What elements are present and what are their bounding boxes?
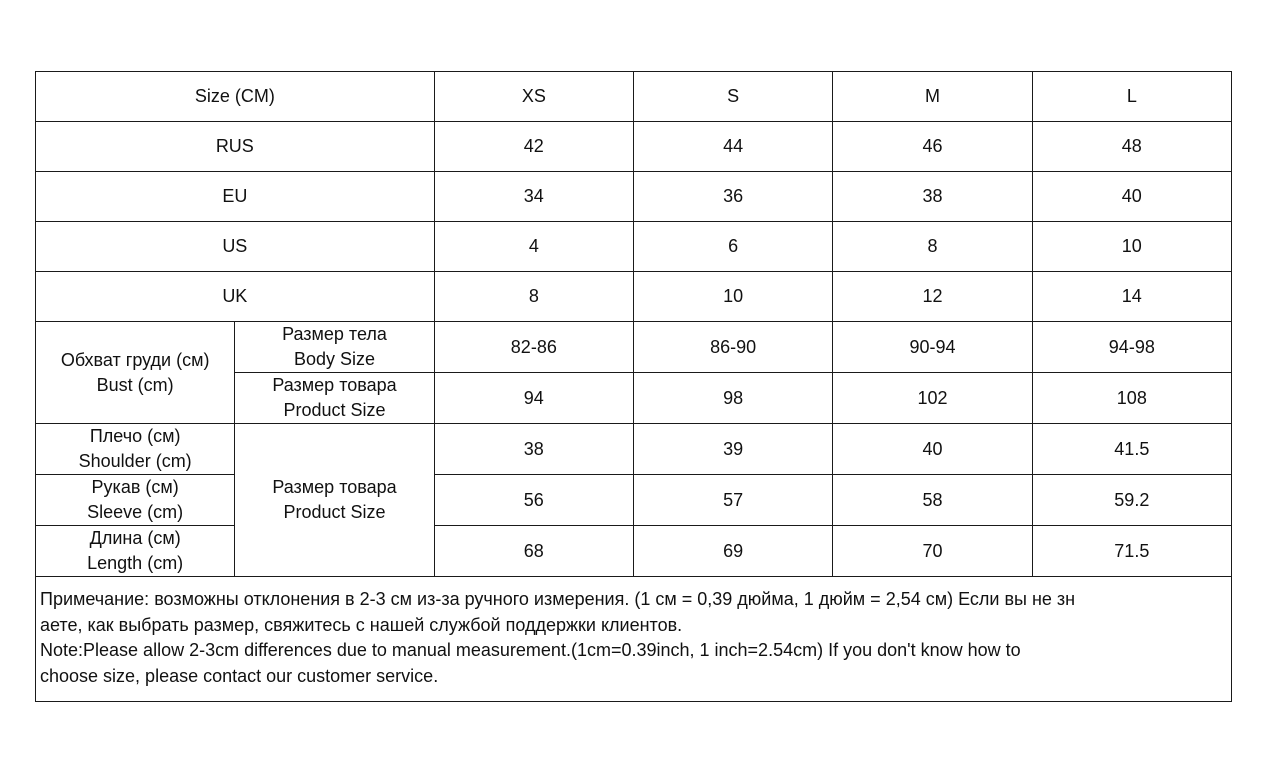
cell-value: 12: [833, 272, 1032, 322]
cell-value: 102: [833, 373, 1032, 424]
cell-value: 56: [434, 475, 633, 526]
sleeve-label: [36, 475, 235, 526]
table-row: [36, 122, 1232, 172]
note-en-line-2: choose size, please contact our customer service.: [40, 665, 439, 686]
cell-value: 34: [434, 172, 633, 222]
table-row: [36, 272, 1232, 322]
product-size-label: [235, 373, 434, 424]
cell-value: 94-98: [1032, 322, 1231, 373]
cell-value: 90-94: [833, 322, 1032, 373]
cell-value: 38: [833, 172, 1032, 222]
sleeve-label-ru: Рукав (см): [91, 477, 179, 497]
product-size-group-label: [235, 424, 434, 577]
note-ru-line-1: Примечание: возможны отклонения в 2-3 см из-за ручного измерения. (1 см = 0,39 дюйма, 1 дюйм = 2,54 см) Если вы не зн: [40, 589, 1076, 609]
row-label: US: [36, 222, 435, 272]
size-header-xs: XS: [434, 72, 633, 122]
cell-value: 40: [1032, 172, 1231, 222]
bust-label-ru: Обхват груди (см): [60, 349, 210, 370]
size-table: [35, 71, 1232, 577]
cell-value: 98: [633, 373, 832, 424]
size-header-m: M: [833, 72, 1032, 122]
table-row: [36, 424, 1232, 475]
table-row: [36, 222, 1232, 272]
cell-value: 82-86: [434, 322, 633, 373]
product-size-label-ru: Размер товара: [272, 375, 397, 395]
cell-value: 8: [434, 272, 633, 322]
cell-value: 36: [633, 172, 832, 222]
product-group-label-en: Product Size: [283, 502, 386, 522]
row-label: UK: [36, 272, 435, 322]
cell-value: 6: [633, 222, 832, 272]
cell-value: 46: [833, 122, 1032, 172]
cell-value: 94: [434, 373, 633, 424]
size-header-s: S: [633, 72, 832, 122]
cell-value: 58: [833, 475, 1032, 526]
header-row: [36, 72, 1232, 122]
cell-value: 10: [1032, 222, 1231, 272]
size-chart: [35, 71, 1232, 702]
cell-value: 70: [833, 526, 1032, 577]
table-row: [36, 475, 1232, 526]
cell-value: 71.5: [1032, 526, 1231, 577]
cell-value: 40: [833, 424, 1032, 475]
cell-value: 4: [434, 222, 633, 272]
size-header-l: L: [1032, 72, 1231, 122]
product-size-label-en: Product Size: [283, 400, 386, 420]
table-row: [36, 526, 1232, 577]
length-label: [36, 526, 235, 577]
note-ru-line-2: аете, как выбрать размер, свяжитесь с нашей службой поддержки клиентов.: [40, 614, 683, 635]
length-label-ru: Длина (см): [89, 528, 181, 548]
cell-value: 68: [434, 526, 633, 577]
length-label-en: Length (cm): [87, 553, 184, 573]
shoulder-label-en: Shoulder (cm): [78, 451, 192, 471]
header-label: Size (CM): [36, 72, 435, 122]
table-row: [36, 172, 1232, 222]
cell-value: 14: [1032, 272, 1231, 322]
cell-value: 38: [434, 424, 633, 475]
cell-value: 10: [633, 272, 832, 322]
body-size-label-en: Body Size: [293, 349, 376, 369]
product-group-label-ru: Размер товара: [272, 477, 397, 497]
cell-value: 69: [633, 526, 832, 577]
body-size-label-ru: Размер тела: [282, 324, 387, 344]
table-row: [36, 322, 1232, 373]
note-en-line-1: Note:Please allow 2-3cm differences due to manual measurement.(1cm=0.39inch, 1 inch=2.54cm) If you don't know how to: [40, 640, 1021, 660]
row-label: RUS: [36, 122, 435, 172]
cell-value: 86-90: [633, 322, 832, 373]
cell-value: 8: [833, 222, 1032, 272]
measurement-note: [35, 577, 1232, 702]
bust-label: [36, 322, 235, 424]
row-label: EU: [36, 172, 435, 222]
cell-value: 57: [633, 475, 832, 526]
cell-value: 39: [633, 424, 832, 475]
cell-value: 59.2: [1032, 475, 1231, 526]
cell-value: 41.5: [1032, 424, 1231, 475]
cell-value: 108: [1032, 373, 1231, 424]
sleeve-label-en: Sleeve (cm): [87, 502, 184, 522]
shoulder-label-ru: Плечо (см): [89, 426, 181, 446]
cell-value: 48: [1032, 122, 1231, 172]
body-size-label: [235, 322, 434, 373]
shoulder-label: [36, 424, 235, 475]
cell-value: 42: [434, 122, 633, 172]
bust-label-en: Bust (cm): [96, 374, 174, 395]
cell-value: 44: [633, 122, 832, 172]
